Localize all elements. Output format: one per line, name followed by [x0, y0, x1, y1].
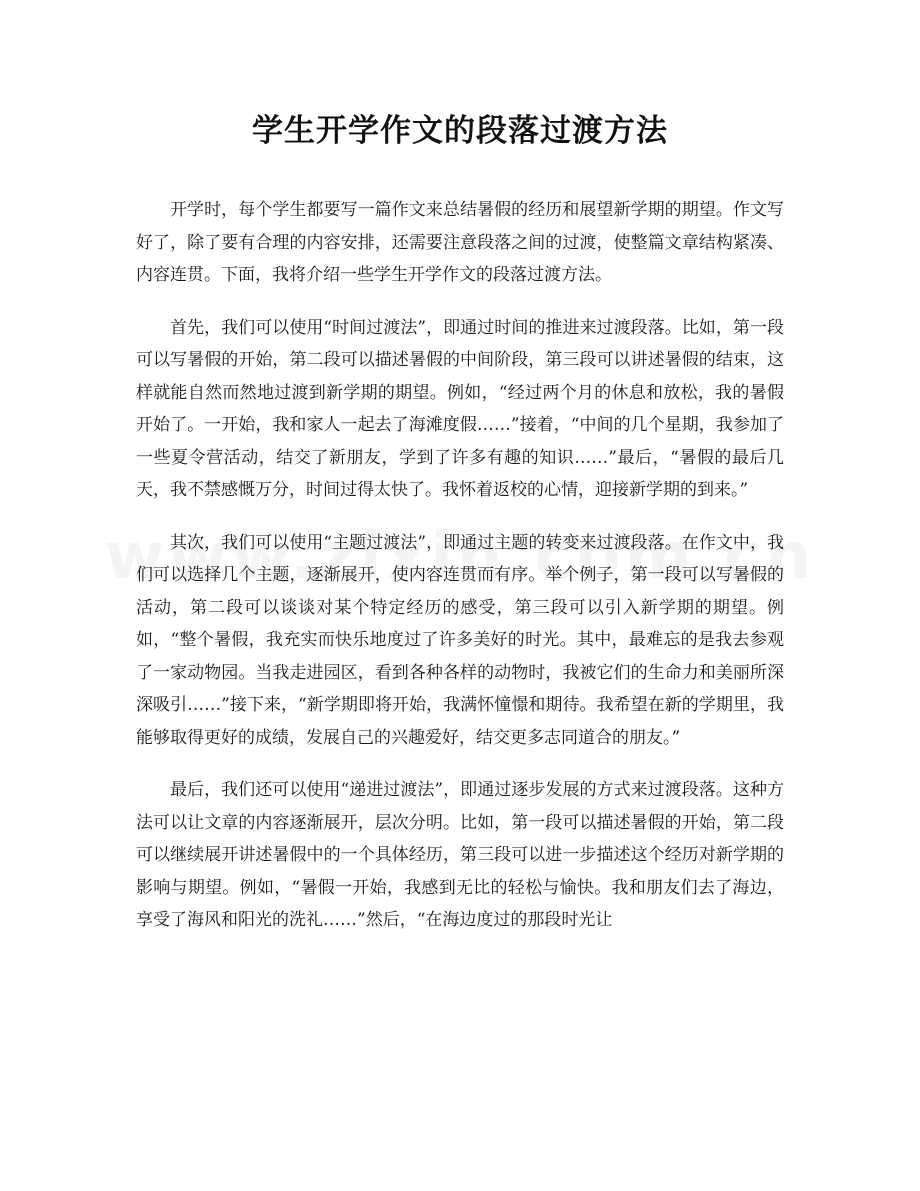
paragraph-theme-transition: 其次，我们可以使用“主题过渡法”，即通过主题的转变来过渡段落。在作文中，我们可以选择几个主题，逐渐展开，使内容连贯而有序。举个例子，第一段可以写暑假的活动，第二段可以谈谈对某个特定经历的感受，第三段可以引入新学期的期望。例如，“整个暑假，我充实而快乐地度过了许多美好的时光。其中，最难忘的是我去参观了一家动物园。当我走进园区，看到各种各样的动物时，我被它们的生命力和美丽所深深吸引……”接下来，“新学期即将开始，我满怀憧憬和期待。我希望在新的学期里，我能够取得更好的成绩，发展自己的兴趣爱好，结交更多志同道合的朋友。” — [136, 532, 784, 748]
paragraph-time-transition: 首先，我们可以使用“时间过渡法”，即通过时间的推进来过渡段落。比如，第一段可以写暑假的开始，第二段可以描述暑假的中间阶段，第三段可以讲述暑假的结束，这样就能自然而然地过渡到新学期的期望。例如，“经过两个月的休息和放松，我的暑假开始了。一开始，我和家人一起去了海滩度假……”接着，“中间的几个星期，我参加了一些夏令营活动，结交了新朋友，学到了许多有趣的知识……”最后，“暑假的最后几天，我不禁感慨万分，时间过得太快了。我怀着返校的心情，迎接新学期的到来。” — [136, 317, 784, 500]
paragraph-intro: 开学时，每个学生都要写一篇作文来总结暑假的经历和展望新学期的期望。作文写好了，除了要有合理的内容安排，还需要注意段落之间的过渡，使整篇文章结构紧凑、内容连贯。下面，我将介绍一些学生开学作文的段落过渡方法。 — [136, 200, 784, 285]
document-title: 学生开学作文的段落过渡方法 — [252, 113, 668, 149]
paragraph-progressive-transition: 最后，我们还可以使用“递进过渡法”，即通过逐步发展的方式来过渡段落。这种方法可以让文章的内容逐渐展开，层次分明。比如，第一段可以描述暑假的开始，第二段可以继续展开讲述暑假中的一个具体经历，第三段可以进一步描述这个经历对新学期的影响与期望。例如，“暑假一开始，我感到无比的轻松与愉快。我和朋友们去了海边，享受了海风和阳光的洗礼……”然后，“在海边度过的那段时光让 — [136, 780, 784, 930]
